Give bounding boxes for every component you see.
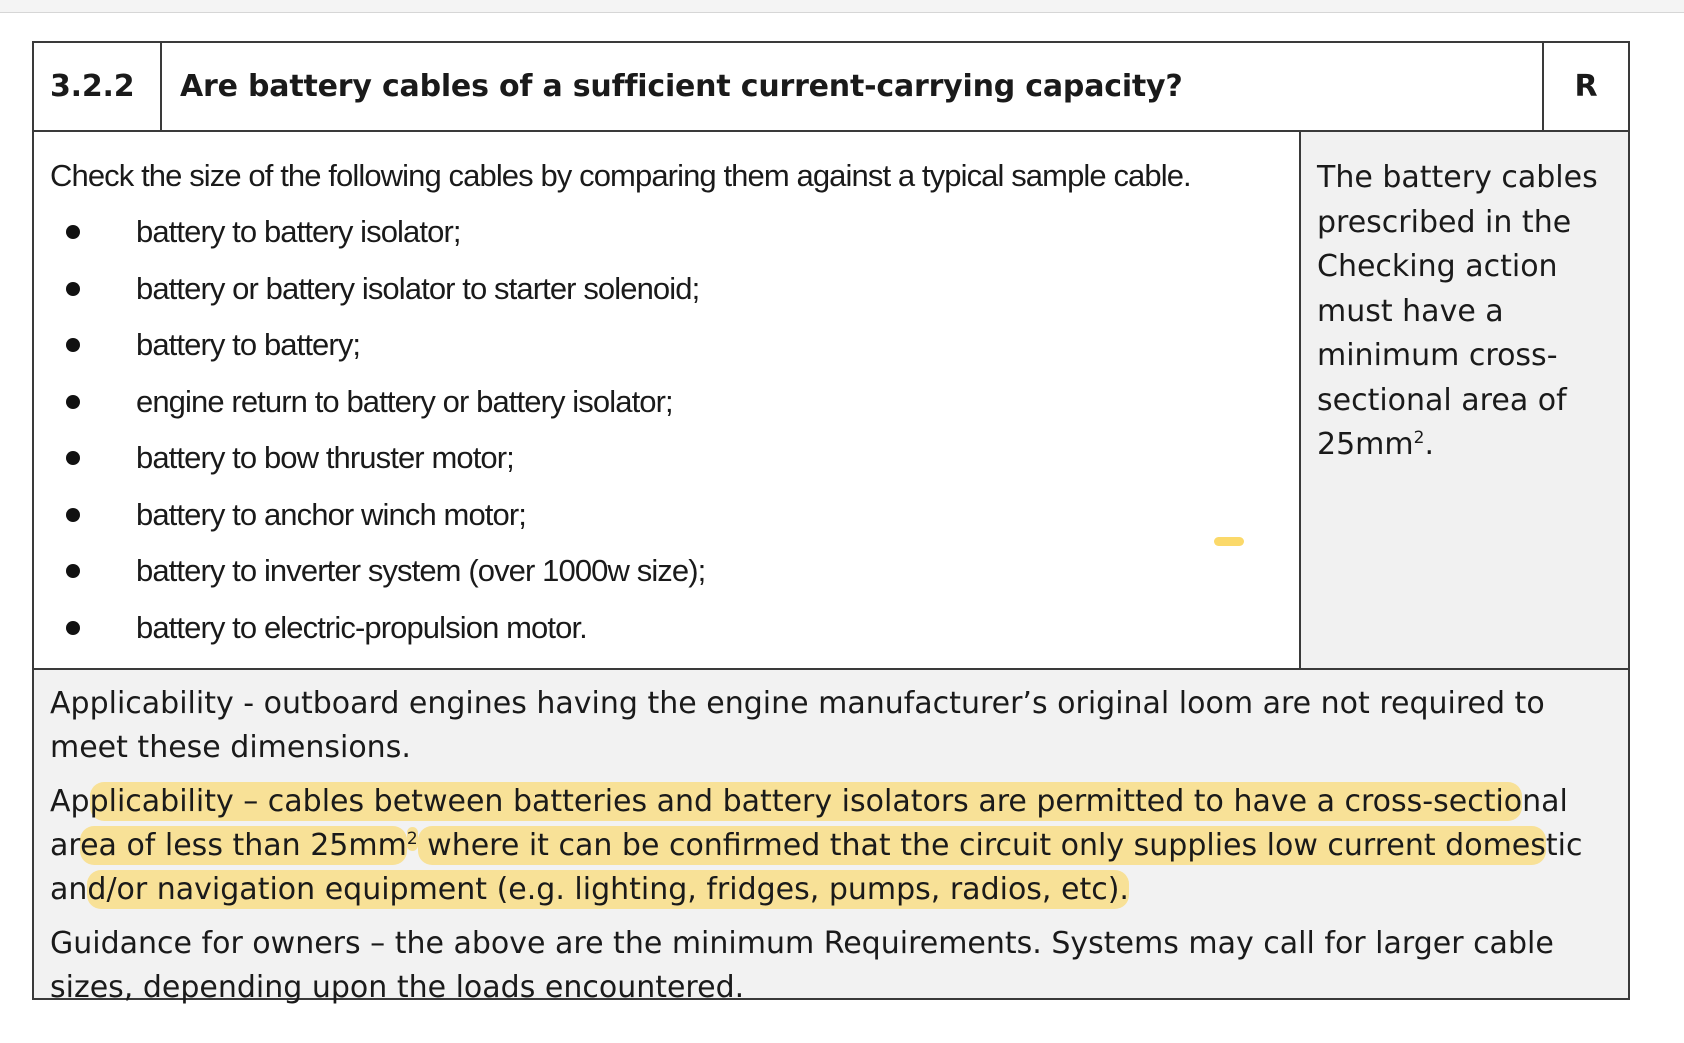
requirement-end: .: [1424, 427, 1434, 462]
bullet-icon: [66, 338, 80, 352]
applicability-note-2: [50, 780, 1616, 912]
bullet-icon: [66, 508, 80, 522]
list-item: [50, 545, 1287, 602]
highlighted-text: d/or navigation equipment (e.g. lighting, fridges, pumps, radios, etc).: [87, 872, 1129, 907]
requirement-superscript: 2: [1413, 428, 1425, 448]
checking-intro: Check the size of the following cables by comparing them against a typical sample cable.: [50, 158, 1191, 193]
requirement-cell: [1301, 132, 1628, 668]
list-item: [50, 319, 1287, 376]
bullet-icon: [66, 395, 80, 409]
note-text: tic an: [50, 828, 1583, 907]
list-item-text: battery to battery;: [136, 327, 361, 362]
highlighter-mark: [1214, 537, 1244, 546]
section-number: 3.2.2: [34, 43, 162, 130]
list-item-text: battery or battery isolator to starter solenoid;: [136, 270, 700, 306]
list-item-text: battery to anchor winch motor;: [136, 496, 526, 532]
cable-list: [50, 206, 1287, 658]
list-item-text: battery to battery isolator;: [136, 214, 461, 249]
list-item: [50, 376, 1287, 433]
highlighted-superscript: 2: [406, 829, 418, 849]
bullet-icon: [66, 564, 80, 578]
list-item: [50, 263, 1287, 320]
checklist-table: [32, 41, 1630, 1005]
list-item-text: battery to inverter system (over 1000w size);: [136, 553, 706, 588]
list-item-text: engine return to battery or battery isolator;: [136, 383, 673, 419]
header-row: [34, 43, 1628, 132]
bullet-icon: [66, 451, 80, 465]
highlighted-text: where it can be confirmed that the circuit only supplies low current domes: [417, 828, 1546, 863]
list-item: [50, 432, 1287, 489]
bullet-icon: [66, 225, 80, 239]
notes-row: [34, 670, 1628, 1005]
bullet-icon: [66, 282, 80, 296]
section-question: Are battery cables of a sufficient current-carrying capacity?: [180, 69, 1183, 104]
requirement-code: R: [1542, 43, 1628, 130]
highlighted-text: plicability – cables between batteries and battery isolators are permitted to have a cross-sectio: [89, 784, 1523, 819]
list-item-text: battery to electric-propulsion motor.: [136, 609, 587, 645]
viewer-top-bar: [0, 0, 1684, 13]
requirement-text: The battery cables prescribed in the Checking action must have a minimum cross-sectional area of 25mm: [1317, 160, 1598, 462]
highlighted-text: ea of less than 25mm: [80, 828, 407, 863]
note-text: nal ar: [50, 784, 1568, 863]
note-text: Ap: [50, 784, 90, 819]
list-item: [50, 206, 1287, 263]
guidance-note: Guidance for owners – the above are the minimum Requirements. Systems may call for larger cable sizes, depending upon the loads encountered.: [50, 926, 1554, 1005]
checking-row: [34, 132, 1628, 670]
list-item: [50, 489, 1287, 546]
applicability-note-1: Applicability - outboard engines having the engine manufacturer’s original loom are not required to meet these dimensions.: [50, 686, 1545, 765]
list-item-text: battery to bow thruster motor;: [136, 440, 514, 475]
list-item: [50, 602, 1287, 659]
checking-action-cell: [34, 132, 1301, 668]
bullet-icon: [66, 621, 80, 635]
